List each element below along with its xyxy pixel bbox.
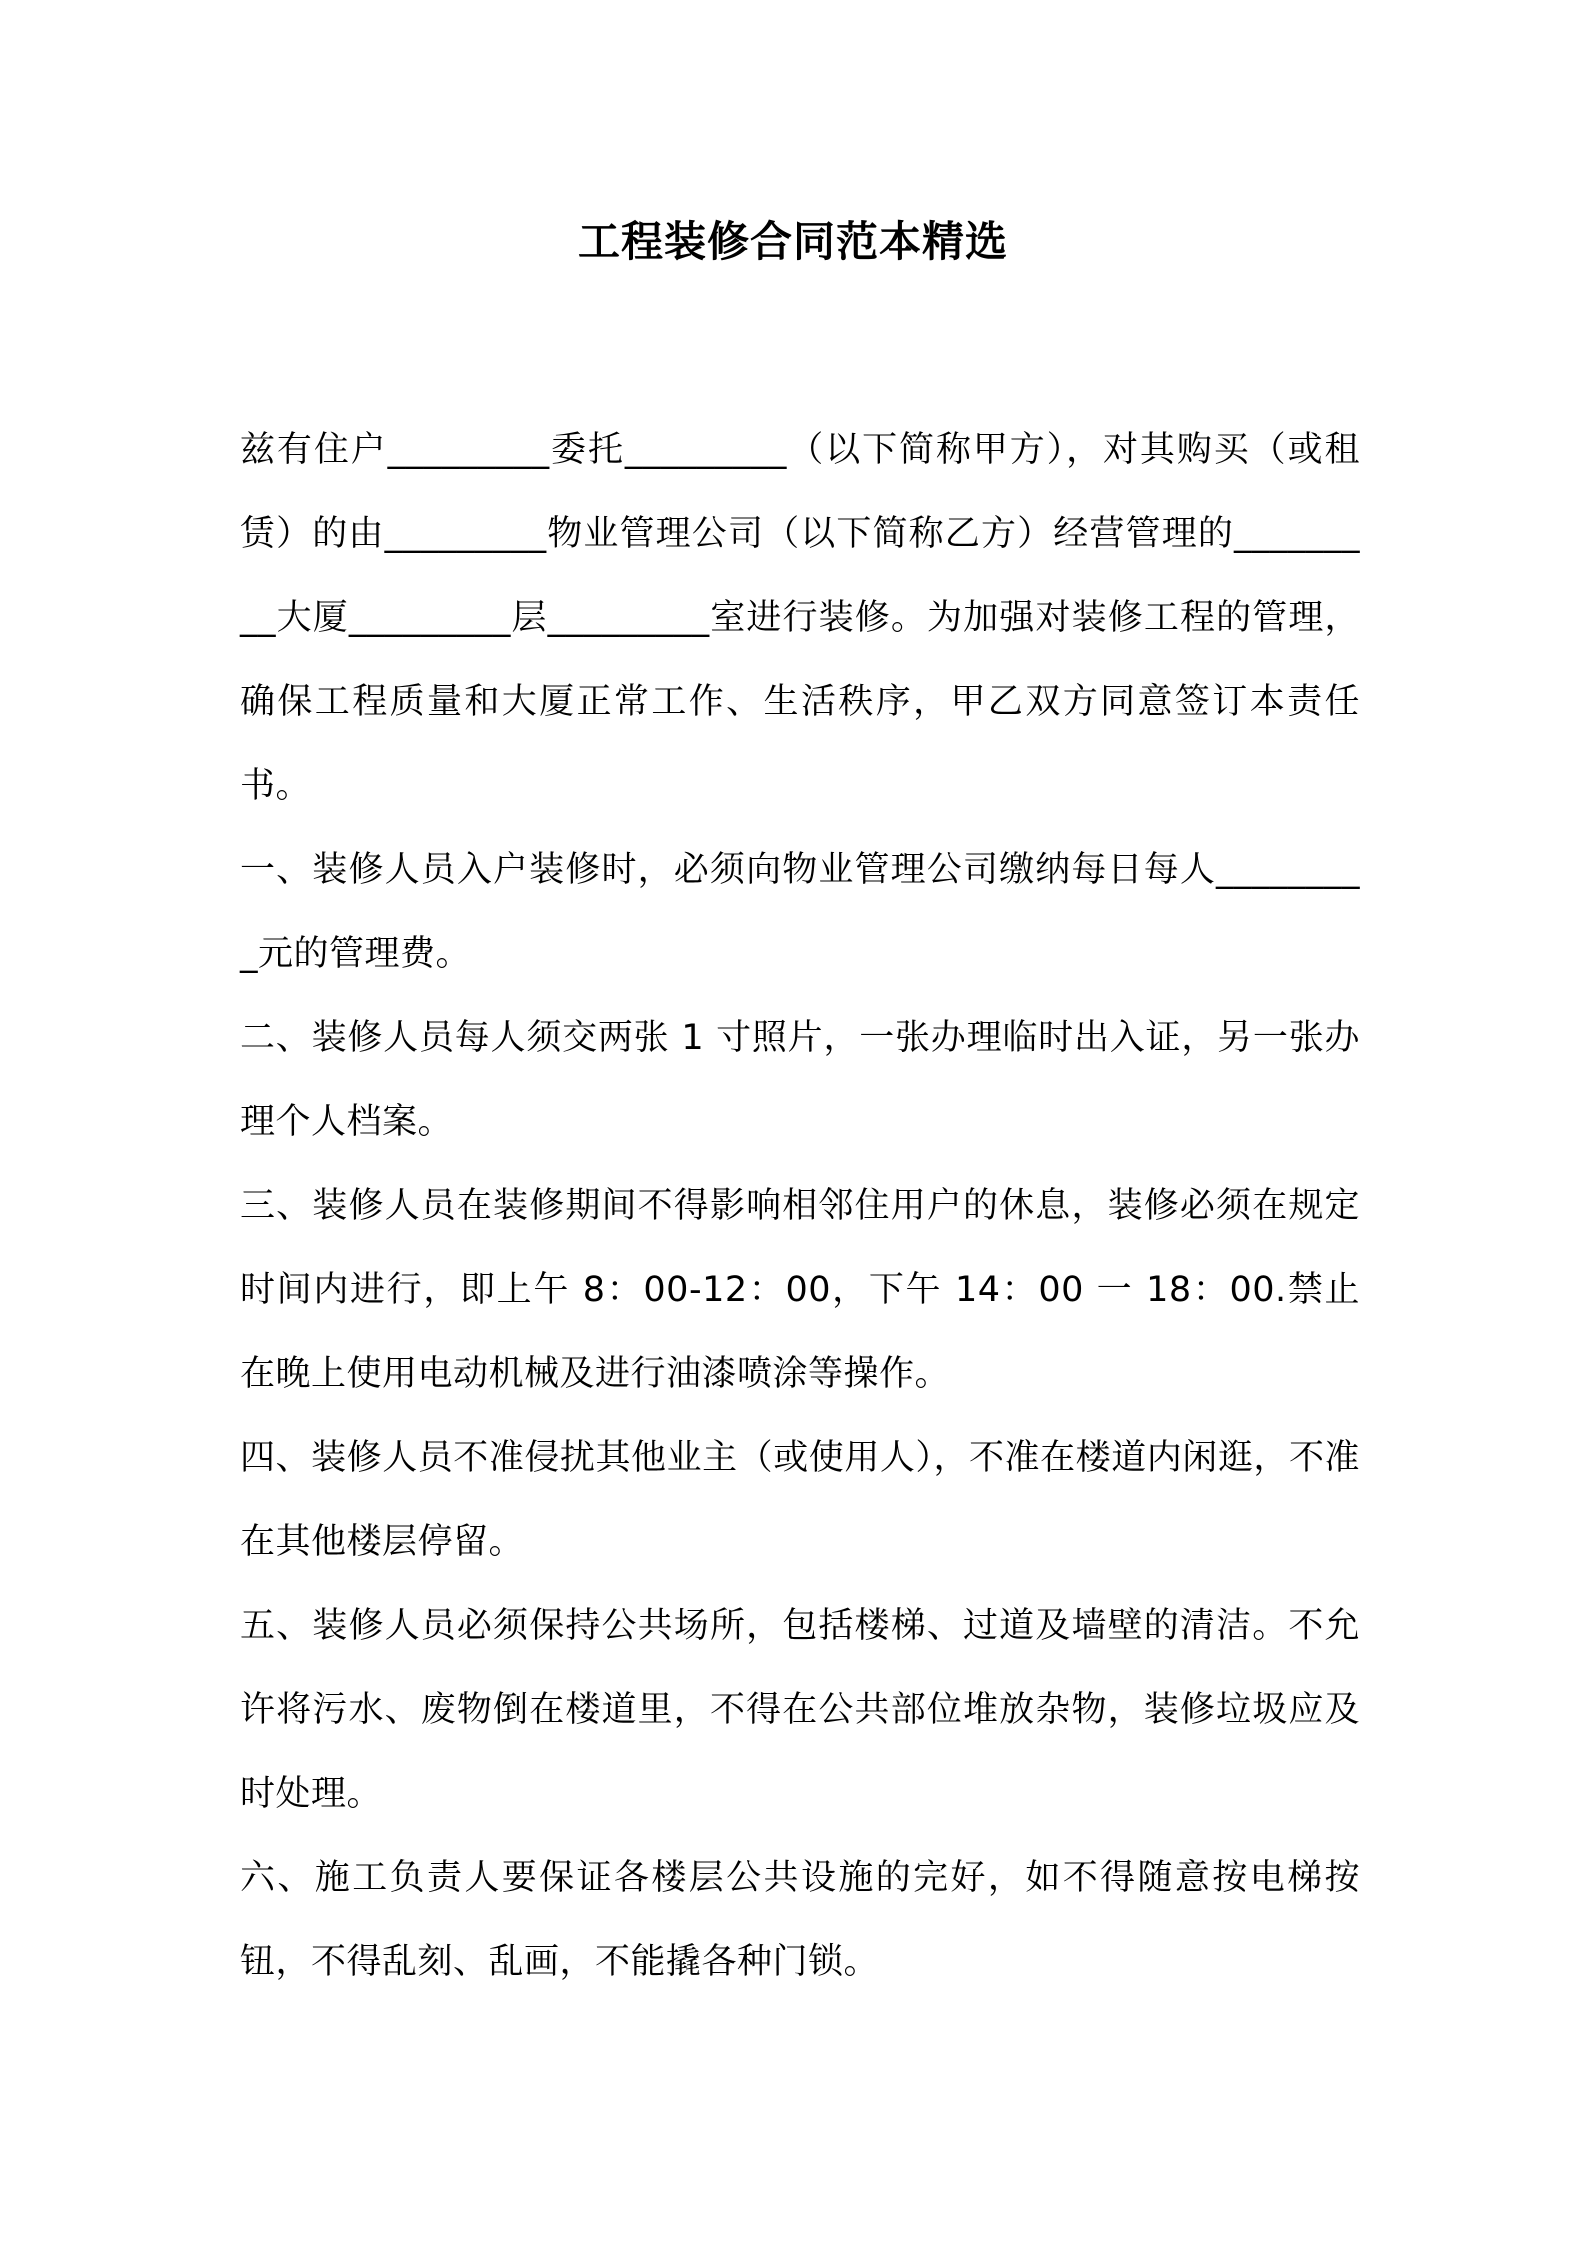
- document-title: 工程装修合同范本精选: [577, 217, 1008, 266]
- clause-2: 二、装修人员每人须交两张 1 寸照片，一张办理临时出入证，另一张办理个人档案。: [240, 1018, 1360, 1142]
- clause-5: 五、装修人员必须保持公共场所，包括楼梯、过道及墙壁的清洁。不允许将污水、废物倒在楼道里，不得在公共部位堆放杂物，装修垃圾应及时处理。: [240, 1606, 1360, 1814]
- clause-4: 四、装修人员不准侵扰其他业主（或使用人），不准在楼道内闲逛，不准在其他楼层停留。: [240, 1438, 1360, 1562]
- clause-6: 六、施工负责人要保证各楼层公共设施的完好，如不得随意按电梯按钮，不得乱刻、乱画，不能撬各种门锁。: [240, 1858, 1360, 1982]
- document-body: [240, 408, 1360, 2004]
- clause-1: 一、装修人员入户装修时，必须向物业管理公司缴纳每日每人_________元的管理费。: [240, 850, 1360, 974]
- intro-paragraph: 兹有住户_________委托_________（以下简称甲方），对其购买（或租赁）的由_________物业管理公司（以下简称乙方）经营管理的_________大厦_________层_________室进行装修。为加强对装修工程的管理，确保工程质量和大厦正常工作、生活秩序，甲乙双方同意签订本责任书。: [240, 430, 1360, 806]
- clause-3: 三、装修人员在装修期间不得影响相邻住用户的休息，装修必须在规定时间内进行，即上午 8：00-12：00，下午 14：00 一 18：00.禁止在晚上使用电动机械及进行油漆喷涂等操作。: [240, 1186, 1360, 1394]
